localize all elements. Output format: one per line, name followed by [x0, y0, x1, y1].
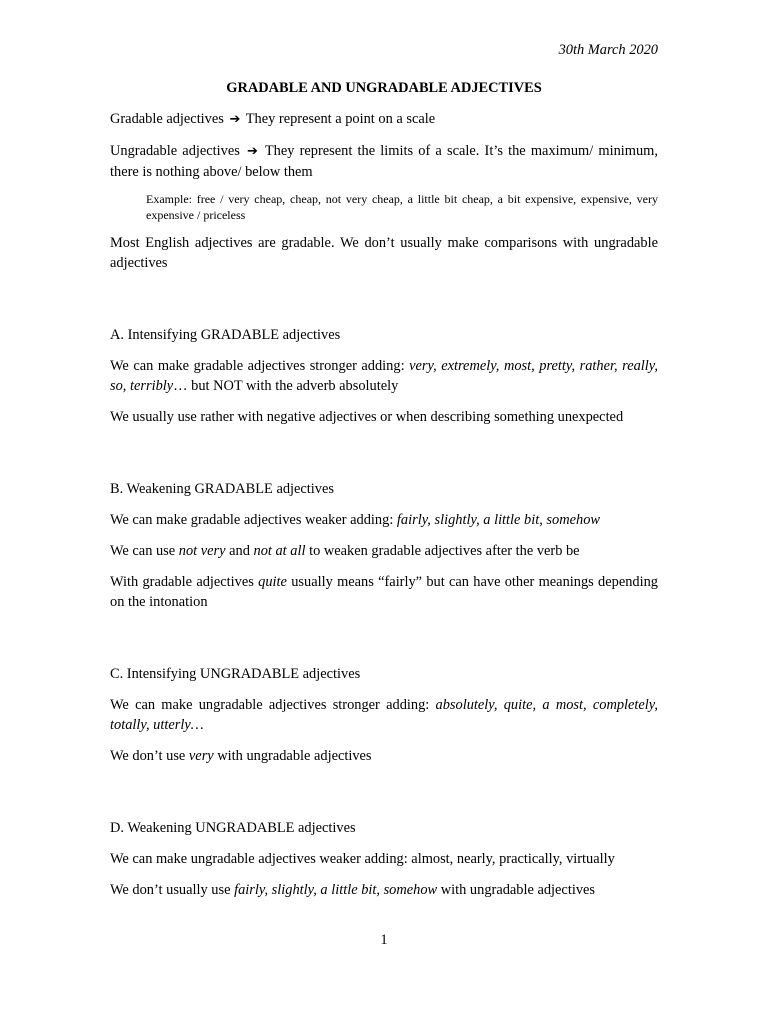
document-date: 30th March 2020 [558, 42, 658, 58]
section-b-p1-start: We can make gradable adjectives weaker adding: [110, 512, 397, 528]
section-c-heading: C. Intensifying UNGRADABLE adjectives [110, 666, 361, 682]
section-spacer [110, 623, 658, 664]
document-title: GRADABLE AND UNGRADABLE ADJECTIVES [226, 80, 542, 96]
section-a-paragraph-1 [110, 356, 658, 396]
section-b-p2-d: not at all [253, 543, 306, 559]
section-b-p2-b: not very [178, 543, 226, 559]
section-b-p1-words: fairly, slightly, a little bit, somehow [396, 512, 600, 528]
section-d-p2-b: fairly, slightly, a little bit, somehow [234, 882, 438, 898]
section-d-paragraph-2 [110, 880, 658, 900]
section-a-p1-words: very, extremely, most, pretty, rather, really, so, terribly [110, 358, 658, 394]
section-a-paragraph-2: We usually use rather with negative adjectives or when describing something unexpected [110, 409, 624, 425]
right-arrow-icon: ➔ [229, 112, 241, 127]
section-spacer [110, 438, 658, 479]
section-b-p2-a: We can use [110, 543, 179, 559]
section-b-paragraph-3 [110, 572, 658, 612]
section-c-p1-words: absolutely, quite, a most, completely, totally, utterly… [110, 697, 658, 733]
section-b-p3-a: With gradable adjectives [110, 574, 259, 590]
page-number: 1 [380, 932, 388, 948]
section-a-heading: A. Intensifying GRADABLE adjectives [110, 327, 341, 343]
ungradable-definition [110, 141, 658, 182]
section-c-p2-b: very [188, 748, 214, 764]
gradable-definition-text: They represent a point on a scale [245, 111, 436, 127]
ungradable-definition-text: They represent the limits of a scale. It’s the maximum/ minimum, there is nothing above/ below them [110, 143, 658, 180]
section-c-p2-c: with ungradable adjectives [213, 748, 372, 764]
section-d-heading: D. Weakening UNGRADABLE adjectives [110, 820, 356, 836]
section-b-heading: B. Weakening GRADABLE adjectives [110, 481, 334, 497]
gradable-definition [110, 109, 658, 130]
section-spacer [110, 284, 658, 325]
example-text: Example: free / very cheap, cheap, not very cheap, a little bit cheap, a bit expensive, expensive, very expensive / priceless [146, 192, 658, 222]
section-d-paragraph-1: We can make ungradable adjectives weaker adding: almost, nearly, practically, virtually [110, 851, 615, 867]
section-b-p2-c: and [225, 543, 254, 559]
section-a-p1-start: We can make gradable adjectives stronger adding: [110, 358, 410, 374]
section-b-paragraph-2 [110, 541, 658, 561]
section-b-paragraph-1 [110, 510, 658, 530]
section-d-p2-c: with ungradable adjectives [437, 882, 595, 898]
intro-note: Most English adjectives are gradable. We don’t usually make comparisons with ungradable adjectives [110, 235, 658, 271]
section-a-p1-end: … but NOT with the adverb absolutely [173, 378, 399, 394]
section-c-paragraph-2 [110, 746, 658, 766]
gradable-label: Gradable adjectives [110, 111, 224, 127]
section-c-paragraph-1 [110, 695, 658, 735]
section-c-p1-start: We can make ungradable adjectives stronger adding: [110, 697, 436, 713]
right-arrow-icon: ➔ [247, 144, 258, 159]
document-page [110, 40, 658, 911]
section-c-p2-a: We don’t use [110, 748, 189, 764]
ungradable-label: Ungradable adjectives [110, 143, 240, 159]
section-b-p2-e: to weaken gradable adjectives after the verb be [305, 543, 580, 559]
section-spacer [110, 777, 658, 818]
section-b-p3-c: usually means “fairly” but can have other meanings depending on the intonation [110, 574, 658, 610]
section-d-p2-a: We don’t usually use [110, 882, 235, 898]
section-b-p3-b: quite [258, 574, 287, 590]
